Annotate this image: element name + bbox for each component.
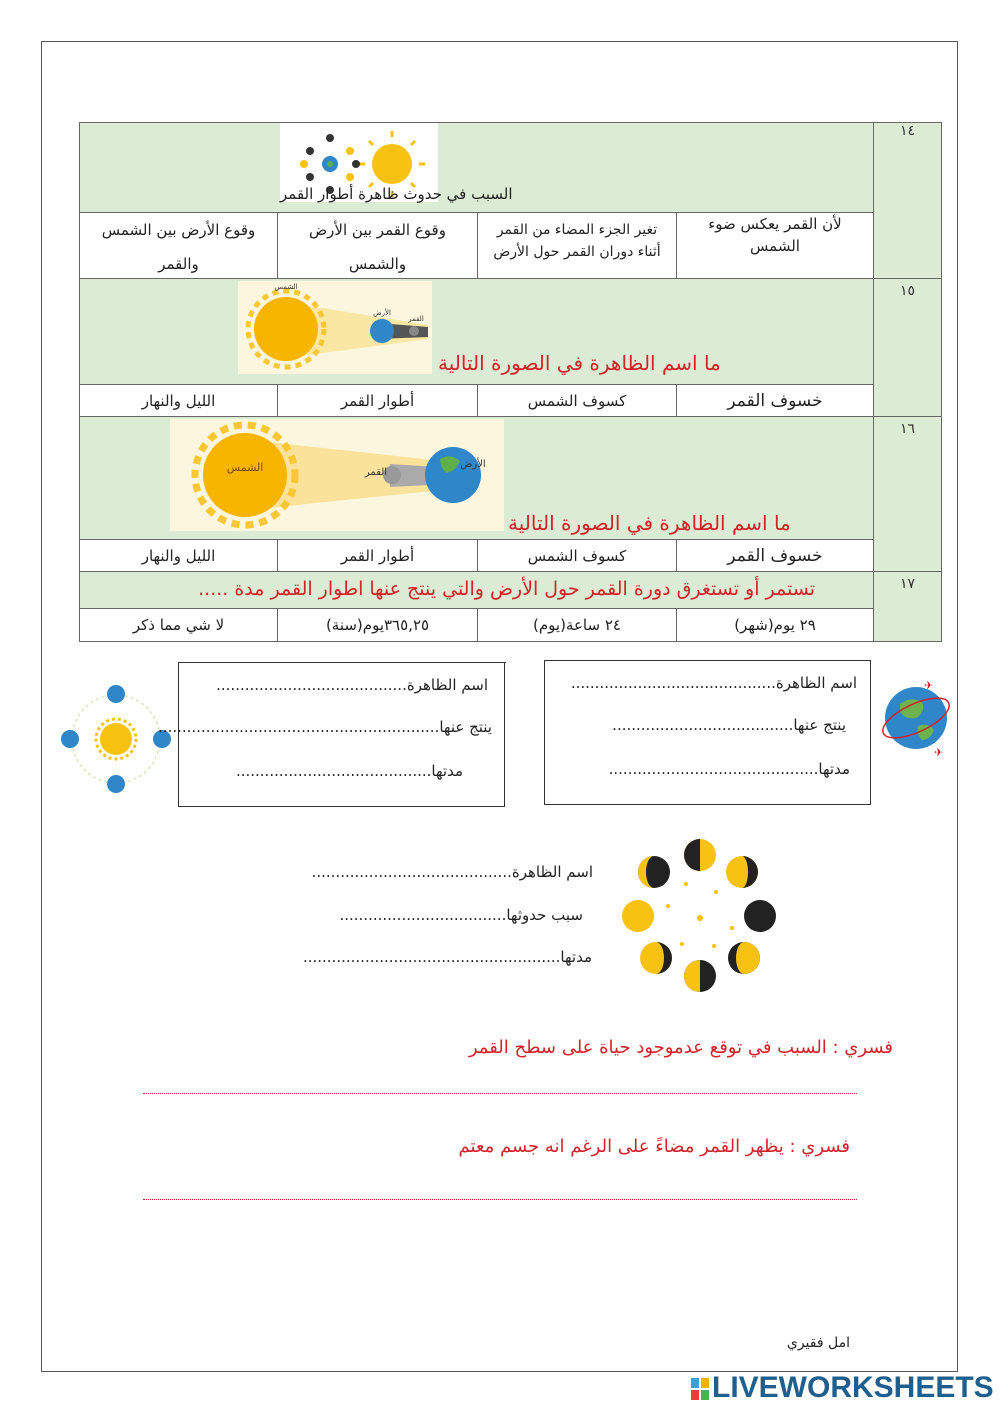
q17-prompt: تستمر أو تستغرق دورة القمر حول الأرض والتي ينتج عنها اطوار القمر مدة ..... (198, 578, 815, 600)
sun-icon (96, 719, 136, 759)
sun-label: الشمس (226, 461, 264, 474)
explain-question-1: فسري : السبب في توقع عدموجود حياة على سطح القمر (468, 1037, 893, 1058)
liveworksheets-logo-icon (691, 1378, 709, 1400)
q15-option-3[interactable]: أطوار القمر (277, 384, 478, 417)
sun-label: الشمس (274, 283, 298, 291)
q16-option-3[interactable]: أطوار القمر (277, 539, 478, 572)
q17-number-cell (873, 571, 942, 642)
moon-label: القمر (408, 315, 424, 323)
phases-cause[interactable]: سبب حدوثها................................... (339, 906, 583, 924)
q15-prompt-cell (79, 278, 874, 385)
q16-option-2[interactable]: كسوف الشمس (477, 539, 677, 572)
q14-number: ١٤ (899, 123, 916, 139)
earth-label: الأرض (373, 309, 391, 317)
lunar-eclipse-diagram (238, 281, 432, 374)
q16-option-1[interactable]: خسوف القمر (676, 539, 874, 572)
right-box-result[interactable]: ينتج عنها...................................... (612, 716, 846, 734)
left-box-duration[interactable]: مدتها......................................... (235, 762, 463, 780)
right-box-duration[interactable]: مدتها............................................ (608, 760, 850, 778)
left-box-result[interactable]: ينتج عنها........................................................... (158, 718, 492, 736)
q16-prompt-cell (79, 416, 874, 540)
q14-option-2[interactable]: تغير الجزء المضاء من القمر أثناء دوران القمر حول الأرض (477, 212, 677, 279)
explain-answer-line-2[interactable] (143, 1199, 857, 1200)
q14-prompt-cell (79, 122, 874, 213)
q16-number-cell (873, 416, 942, 572)
q17-option-1[interactable]: ٢٩ يوم(شهر) (676, 608, 874, 642)
author-name: امل فقيري (786, 1335, 850, 1351)
q14-number-cell (873, 122, 942, 279)
q16-prompt: ما اسم الظاهرة في الصورة التالية (508, 511, 791, 535)
earth-orbit-diagram (58, 682, 174, 798)
q15-option-4[interactable]: الليل والنهار (79, 384, 278, 417)
earth-rotation-diagram (878, 676, 954, 758)
q14-option-1[interactable]: لأن القمر يعكس ضوء الشمس (676, 212, 874, 279)
q16-option-4[interactable]: الليل والنهار (79, 539, 278, 572)
earth-icon (425, 447, 481, 503)
svg-text:✈: ✈ (924, 679, 934, 692)
liveworksheets-brand: LIVEWORKSHEETS (712, 1371, 994, 1404)
explain-question-2: فسري : يظهر القمر مضاءً على الرغم انه جسم معتم (458, 1136, 850, 1157)
phases-duration[interactable]: مدتها...................................................... (302, 948, 592, 966)
q17-prompt-cell (79, 571, 874, 609)
q17-option-2[interactable]: ٢٤ ساعة(يوم) (477, 608, 677, 642)
moon-icon (409, 326, 419, 336)
q17-option-3[interactable]: ٣٦٥,٢٥يوم(سنة) (277, 608, 478, 642)
q17-number: ١٧ (899, 576, 916, 592)
left-box-name[interactable]: اسم الظاهرة........................................ (216, 676, 488, 694)
right-box-name[interactable]: اسم الظاهرة........................................... (570, 674, 857, 692)
q14-prompt: السبب في حدوث ظاهرة أطوار القمر (280, 185, 513, 203)
q17-option-4[interactable]: لا شي مما ذكر (79, 608, 278, 642)
q15-option-1[interactable]: خسوف القمر (676, 384, 874, 417)
moon-phases-cycle-diagram (618, 836, 782, 996)
earth-label: الأرض (460, 459, 486, 470)
explain-answer-line-1[interactable] (143, 1093, 857, 1094)
solar-eclipse-diagram (170, 419, 504, 531)
q16-number: ١٦ (899, 421, 916, 437)
moon-label: القمر (364, 467, 388, 478)
svg-text:✈: ✈ (934, 746, 944, 758)
q15-number-cell (873, 278, 942, 417)
earth-icon (370, 319, 394, 343)
q14-option-3[interactable]: وقوع القمر بين الأرض والشمس (277, 212, 478, 279)
q14-option-4[interactable]: وقوع الأرض بين الشمس والقمر (79, 212, 278, 279)
q15-prompt: ما اسم الظاهرة في الصورة التالية (438, 351, 721, 375)
q15-option-2[interactable]: كسوف الشمس (477, 384, 677, 417)
phases-name[interactable]: اسم الظاهرة.......................................... (311, 863, 593, 881)
q15-number: ١٥ (899, 283, 916, 299)
